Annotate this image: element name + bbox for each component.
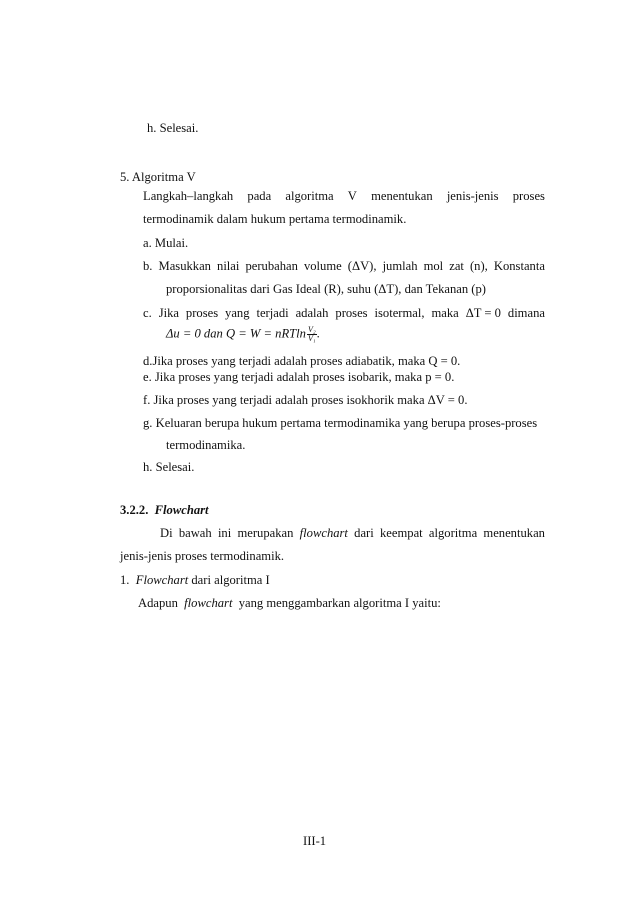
- word: c.: [143, 306, 152, 320]
- item-number: 1.: [120, 573, 136, 587]
- word: dimana: [507, 306, 545, 320]
- word: Di: [160, 526, 173, 540]
- list-item-c-line2: [166, 326, 320, 343]
- word: ini: [217, 526, 232, 540]
- word: menentukan: [371, 189, 433, 203]
- word: terjadi: [256, 306, 289, 320]
- word: flowchart: [299, 526, 348, 540]
- word: perubahan: [245, 259, 298, 273]
- desc-suffix: yang menggambarkan algoritma I yaitu:: [232, 596, 441, 610]
- word: Masukkan: [158, 259, 211, 273]
- list-item-g-line1: g. Keluaran berupa hukum pertama termodinamika yang berupa proses-proses: [143, 416, 538, 430]
- word: nilai: [217, 259, 240, 273]
- word: merupakan: [237, 526, 294, 540]
- desc-prefix: Adapun: [138, 596, 185, 610]
- paragraph-line1: [160, 526, 545, 541]
- word: yang: [225, 306, 250, 320]
- word: jumlah: [382, 259, 418, 273]
- word: isotermal,: [374, 306, 425, 320]
- word: proses: [185, 306, 219, 320]
- section-heading-algoritma-v: 5. Algoritma V: [120, 170, 196, 184]
- word: proses: [335, 306, 368, 320]
- paragraph-line2: jenis-jenis proses termodinamik.: [120, 549, 285, 563]
- word: volume: [303, 259, 342, 273]
- word: mol: [423, 259, 444, 273]
- fraction-numerator: V₂: [307, 325, 316, 334]
- word: algoritma: [285, 189, 334, 203]
- word: adalah: [295, 306, 329, 320]
- subsection-title: Flowchart: [154, 503, 209, 517]
- word: menentukan: [483, 526, 545, 540]
- numbered-item-1-description: [138, 596, 441, 611]
- list-item-c-line1: [143, 306, 545, 321]
- page-number: III-1: [303, 834, 327, 848]
- list-item-f: f. Jika proses yang terjadi adalah proses isokhorik maka ΔV = 0.: [143, 393, 468, 407]
- word: V: [347, 189, 357, 203]
- word: dari: [354, 526, 374, 540]
- word: proses: [512, 189, 545, 203]
- word: Jika: [158, 306, 179, 320]
- list-item-e: e. Jika proses yang terjadi adalah proses isobarik, maka p = 0.: [143, 370, 455, 384]
- list-item-g-line2: termodinamika.: [166, 438, 246, 452]
- list-item-h-top: h. Selesai.: [147, 121, 199, 135]
- word: keempat: [380, 526, 423, 540]
- fraction-denominator: V₁: [307, 334, 316, 343]
- word: Konstanta: [493, 259, 545, 273]
- formula-text: Δu = 0 dan Q = W = nRTln: [166, 326, 306, 341]
- word: bawah: [178, 526, 212, 540]
- desc-italic: flowchart: [184, 596, 233, 610]
- word: pada: [247, 189, 272, 203]
- word: b.: [143, 259, 153, 273]
- numbered-item-1: [120, 573, 270, 588]
- volume-fraction: [307, 326, 317, 343]
- item-italic: Flowchart: [135, 573, 189, 587]
- word: (ΔV),: [347, 259, 377, 273]
- word: zat: [449, 259, 464, 273]
- section-intro-line2: termodinamik dalam hukum pertama termodinamik.: [143, 212, 407, 226]
- word: ΔT = 0: [465, 306, 501, 320]
- formula-end: .: [316, 326, 320, 341]
- word: jenis-jenis: [446, 189, 499, 203]
- list-item-b-line1: [143, 259, 545, 274]
- list-item-d: d.Jika proses yang terjadi adalah proses adiabatik, maka Q = 0.: [143, 354, 461, 368]
- section-intro-line1: [143, 189, 545, 204]
- item-text: dari algoritma I: [188, 573, 270, 587]
- list-item-h: h. Selesai.: [143, 460, 195, 474]
- list-item-a: a. Mulai.: [143, 236, 189, 250]
- list-item-b-line2: proporsionalitas dari Gas Ideal (R), suhu (ΔT), dan Tekanan (p): [166, 282, 486, 296]
- word: algoritma: [428, 526, 478, 540]
- word: Langkah–langkah: [143, 189, 234, 203]
- word: maka: [431, 306, 459, 320]
- word: (n),: [469, 259, 488, 273]
- subsection-heading: [120, 503, 209, 518]
- subsection-number: 3.2.2.: [120, 503, 149, 517]
